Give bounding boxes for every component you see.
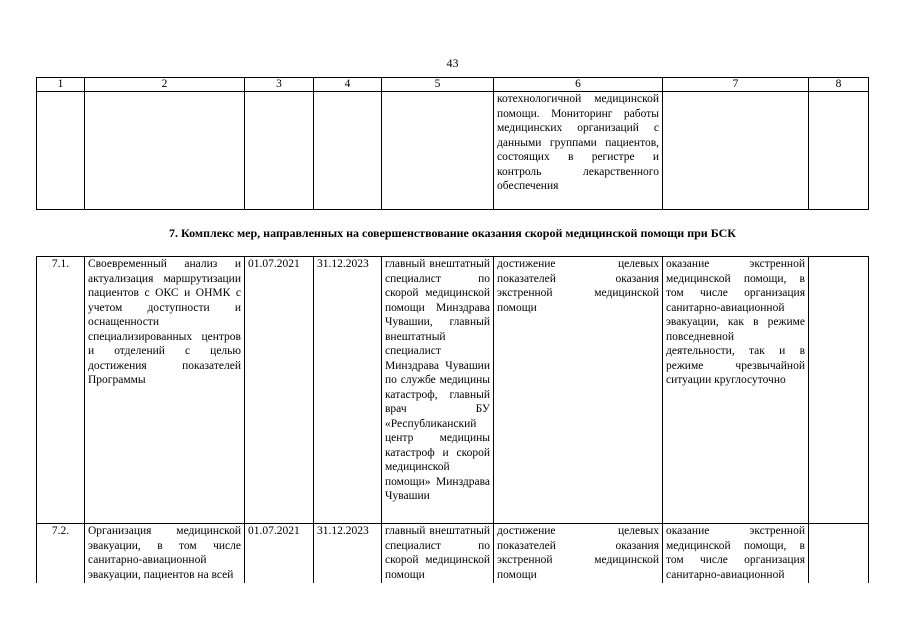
note-cell bbox=[809, 524, 869, 584]
measures-table bbox=[36, 77, 869, 584]
measure-text: Своевременный анализ и актуализация маршрутизации пациентов с ОКС и ОНМК с учетом доступности и оснащенности специализированных центров и отделений с целью достижения показателей Программы bbox=[85, 257, 245, 524]
note-cell bbox=[809, 257, 869, 524]
header-cell: 7 bbox=[663, 78, 809, 92]
continued-text: котехнологичной медицинской помощи. Мониторинг работы медицинских организаций с данными группами пациентов, состоящих в регистре и контроль лекарственного обеспечения bbox=[494, 92, 663, 210]
table-row bbox=[37, 524, 869, 584]
header-cell: 6 bbox=[494, 78, 663, 92]
header-cell: 4 bbox=[314, 78, 382, 92]
end-date: 31.12.2023 bbox=[314, 257, 382, 524]
responsible-text: главный внештатный специалист по скорой медицинской помощи Минздрава Чувашии, главный внештатный специалист Минздрава Чувашии по службе медицины катастроф, главный врач БУ «Республиканский центр медицины катастроф и скорой медицинской помощи» Минздрава Чувашии bbox=[382, 257, 494, 524]
section-title: 7. Комплекс мер, направленных на совершенствование оказания скорой медицинской помощи при БСК bbox=[169, 225, 736, 240]
header-cell: 2 bbox=[85, 78, 245, 92]
row-number: 7.2. bbox=[37, 524, 85, 584]
header-cell: 5 bbox=[382, 78, 494, 92]
page-number: 43 bbox=[446, 56, 459, 70]
result-text: достижение целевых показателей оказания экстренной медицинской помощи bbox=[494, 257, 663, 524]
header-cell: 8 bbox=[809, 78, 869, 92]
measure-text: Организация медицинской эвакуации, в том числе санитарно-авиационной эвакуации, пациентов на всей bbox=[85, 524, 245, 584]
table-row bbox=[37, 257, 869, 524]
header-cell: 1 bbox=[37, 78, 85, 92]
row-number: 7.1. bbox=[37, 257, 85, 524]
start-date: 01.07.2021 bbox=[245, 524, 314, 584]
continued-row bbox=[37, 92, 869, 210]
section-heading-row bbox=[37, 210, 869, 257]
result-text: достижение целевых показателей оказания экстренной медицинской помощи bbox=[494, 524, 663, 584]
characteristic-text: оказание экстренной медицинской помощи, в том числе организация санитарно-авиационной эвакуации, как в режиме повседневной деятельности, так и в режиме чрезвычайной ситуации круглосуточно bbox=[663, 257, 809, 524]
responsible-text: главный внештатный специалист по скорой медицинской помощи bbox=[382, 524, 494, 584]
header-cell: 3 bbox=[245, 78, 314, 92]
end-date: 31.12.2023 bbox=[314, 524, 382, 584]
start-date: 01.07.2021 bbox=[245, 257, 314, 524]
header-row bbox=[37, 78, 869, 92]
characteristic-text: оказание экстренной медицинской помощи, в том числе организация санитарно-авиационной bbox=[663, 524, 809, 584]
